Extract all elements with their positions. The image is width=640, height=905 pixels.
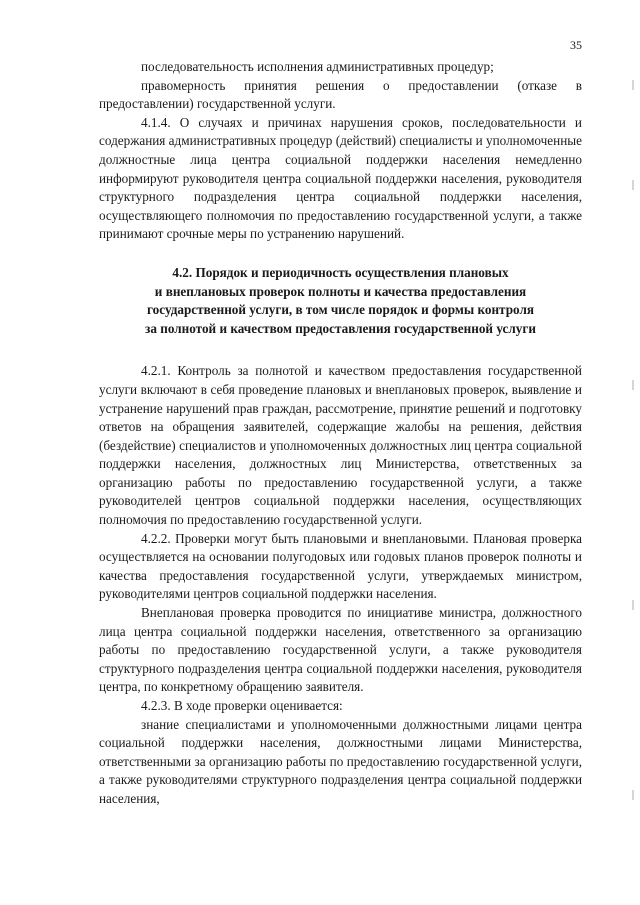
scan-mark: [632, 380, 634, 390]
section-heading-line: государственной услуги, в том числе порядок и формы контроля: [147, 302, 534, 318]
section-heading-line: 4.2. Порядок и периодичность осуществления плановых: [172, 264, 509, 280]
section-heading-line: за полнотой и качеством предоставления государственной услуги: [145, 320, 536, 336]
paragraph: 4.2.3. В ходе проверки оценивается:: [141, 698, 343, 713]
page-number: 35: [570, 38, 582, 52]
paragraph: 4.2.1. Контроль за полнотой и качеством предоставления государственной услуги включают в себя проведение плановых и внеплановых проверок, выявление и устранение нарушений прав граждан, рассмотрение, принятие решений и подготовку ответов на обращения заявителей, содержащие жалобы на решения, действия (бездействие) специалистов и уполномоченных должностных лиц центра социальной поддержки населения, должностных лиц Министерства, ответственных за организацию работы по предоставлению государственной услуги, а также руководителей центров социальной поддержки населения, осуществляющих полномочия по предоставлению государственной услуги.: [99, 363, 582, 528]
paragraph: последовательность исполнения административных процедур;: [141, 59, 494, 74]
section-heading: [99, 264, 582, 338]
scan-margin-marks: [632, 0, 636, 905]
paragraph: правомерность принятия решения о предоставлении (отказе в предоставлении) государственной услуги.: [99, 77, 582, 112]
scan-mark: [632, 600, 634, 610]
paragraph: 4.2.2. Проверки могут быть плановыми и внеплановыми. Плановая проверка осуществляется на основании полугодовых или годовых планов проверок полноты и качества предоставления государственной услуги, утверждаемых министром, руководителями центров социальной поддержки населения.: [99, 530, 582, 602]
paragraph: Внеплановая проверка проводится по инициативе министра, должностного лица центра социальной поддержки населения, ответственного за организацию работы по предоставлению государственной услуги, а также руководителя структурного подразделения центра социальной поддержки населения, руководителя центра, по конкретному обращению заявителя.: [99, 605, 582, 695]
paragraph: знание специалистами и уполномоченными должностными лицами центра социальной поддержки населения, должностными лицами Министерства, ответственными за организацию работы по предоставлению государственной услуги, а также руководителями структурного подразделения центра социальной поддержки населения,: [99, 716, 582, 806]
scan-mark: [632, 790, 634, 800]
document-body: [99, 58, 582, 809]
section-heading-line: и внеплановых проверок полноты и качества предоставления: [154, 283, 527, 299]
scan-mark: [632, 80, 634, 90]
paragraph: 4.1.4. О случаях и причинах нарушения сроков, последовательности и содержания административных процедур (действий) специалисты и уполномоченные должностные лица центра социальной поддержки населения немедленно информируют руководителя центра социальной поддержки населения, руководителя структурного подразделения центра социальной поддержки населения, осуществляющего полномочия по предоставлению государственной услуги, а также принимают срочные меры по устранению нарушений.: [99, 114, 582, 242]
scan-mark: [632, 180, 634, 190]
